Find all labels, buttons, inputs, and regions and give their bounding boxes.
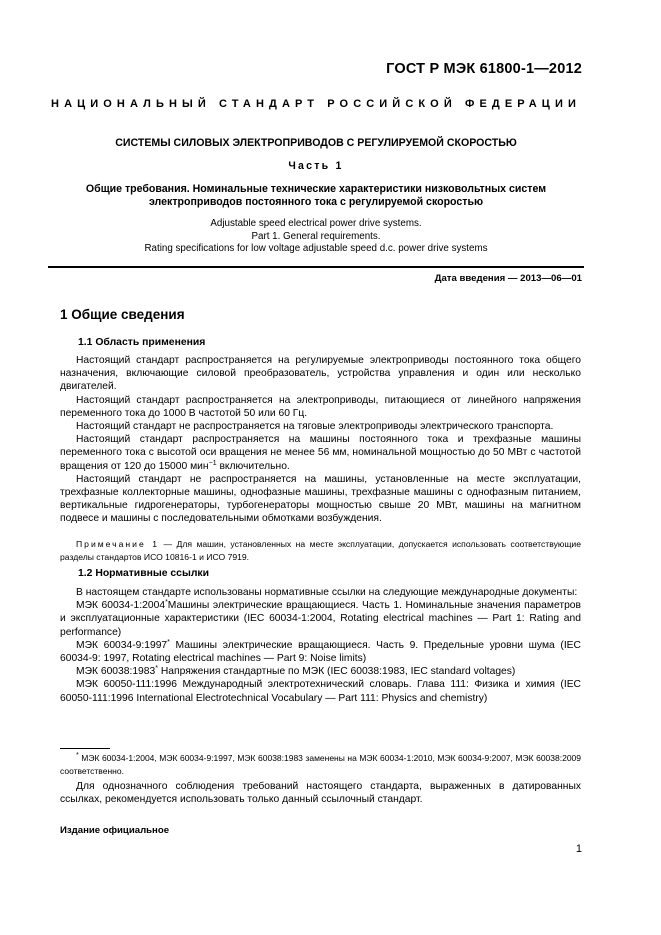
english-line-2: Part 1. General requirements. (251, 230, 381, 242)
edition-label: Издание официальное (60, 825, 170, 836)
title-english (48, 218, 584, 256)
english-line-1: Adjustable speed electrical power drive systems. (210, 218, 422, 229)
reference-text: Машины электрические вращающиеся. Часть 9. Предельные уровни шума (IEC 60034-9: 1997, Rotating electrical machines — Part 9: Noise limits) (60, 639, 581, 665)
reference-text: Напряжения стандартные по МЭК (IEC 60038:1983, IEC standard voltages) (157, 666, 516, 678)
footnote-text: МЭК 60034-1:2004, МЭК 60034-9:1997, МЭК 60038:1983 заменены на МЭК 60034-1:2010, МЭК 60034-9:2007, МЭК 60038:2009 соответственно. (60, 753, 581, 776)
title-main: СИСТЕМЫ СИЛОВЫХ ЭЛЕКТРОПРИВОДОВ С РЕГУЛИРУЕМОЙ СКОРОСТЬЮ (115, 137, 517, 149)
reference-item (60, 599, 581, 639)
section-heading: 1 Общие сведения (60, 307, 185, 322)
note (60, 538, 581, 563)
paragraph (60, 433, 581, 473)
footnote-divider (60, 748, 110, 749)
note-label: Примечание 1 (76, 539, 159, 549)
reference-item (60, 639, 581, 665)
footnote-mark: * (167, 638, 170, 646)
reference-code: МЭК 60034-9:1997 (76, 639, 168, 651)
national-standard-banner: НАЦИОНАЛЬНЫЙ СТАНДАРТ РОССИЙСКОЙ ФЕДЕРАЦИИ (51, 98, 581, 110)
paragraph-text: включительно. (216, 460, 290, 472)
paragraph: В настоящем стандарте использованы нормативные ссылки на следующие международные документы: (76, 587, 578, 598)
subtitle-line-2: электроприводов постоянного тока с регулируемой скоростью (148, 196, 484, 208)
paragraph: Для однозначного соблюдения требований настоящего стандарта, выраженных в датированных ссылках, рекомендуется использовать только данный ссылочный стандарт. (60, 781, 581, 806)
subtitle-line-1: Общие требования. Номинальные технические характеристики низковольтных систем (85, 183, 547, 195)
paragraph-text: Настоящий стандарт распространяется на машины постоянного тока и трехфазные машины переменного тока с высотой оси вращения не менее 56 мм, номинальной мощностью до 50 МВт с частотой вращения от 120 до 15000 мин (60, 434, 581, 472)
subsection-heading-scope: 1.1 Область применения (78, 337, 206, 348)
reference-code: МЭК 60038:1983 (76, 666, 156, 678)
footnote (60, 752, 581, 777)
document-id: ГОСТ Р МЭК 61800-1—2012 (386, 61, 582, 77)
paragraph: Настоящий стандарт распространяется на электроприводы, питающиеся от линейного напряжения переменного тока до 1000 В частотой 50 или 60 Гц. (60, 394, 581, 419)
reference-item (60, 665, 581, 678)
paragraph: Настоящий стандарт распространяется на регулируемые электроприводы постоянного тока общего назначения, включающие силовой преобразователь, устройства управления и один или несколько двигателей. (60, 355, 581, 393)
references-body (60, 586, 581, 705)
scope-body (60, 354, 581, 526)
title-divider (48, 266, 584, 268)
footnote-paragraph (60, 780, 581, 806)
subsection-heading-references: 1.2 Нормативные ссылки (78, 568, 210, 579)
footnote-mark: * (165, 599, 168, 607)
title-part: Часть 1 (288, 160, 344, 172)
paragraph: Настоящий стандарт не распространяется на машины, установленные на месте эксплуатации, трехфазные коллекторные машины, однофазные машины, трехфазные машины с однофазным питанием, вертикальные гидрогенераторы, турбогенераторы мощностью свыше 20 МВт, машины на магнитном подвесе и машины с последовательными обмотками возбуждения. (60, 473, 581, 525)
title-subtitle (48, 183, 584, 209)
footnote-mark: * (155, 665, 158, 673)
note-text: — Для машин, установленных на месте эксплуатации, допускается использовать соответствующие разделы стандартов ИСО 10816-1 и ИСО 7919. (60, 539, 581, 562)
reference-text: Машины электрические вращающиеся. Часть 1. Номинальные значения параметров и эксплуатационные характеристики (IEC 60034-1:2004, Rotating electrical machines — Part 1: Rating and performance) (60, 600, 581, 638)
reference-code: МЭК 60034-1:2004 (76, 600, 166, 612)
paragraph: Настоящий стандарт не распространяется на тяговые электроприводы электрического транспорта. (76, 421, 554, 433)
english-line-3: Rating specifications for low voltage adjustable speed d.c. power drive systems (144, 243, 488, 254)
footnote-mark: * (76, 752, 79, 759)
page-number: 1 (575, 843, 582, 855)
introduction-date: Дата введения — 2013—06—01 (434, 273, 582, 284)
superscript: −1 (208, 459, 217, 467)
reference-item: МЭК 60050-111:1996 Международный электротехнический словарь. Глава 111: Физика и химия (IEC 60050-111:1996 International Electrotechnical Vocabulary — Part 111: Physics and chemistry) (60, 679, 581, 704)
